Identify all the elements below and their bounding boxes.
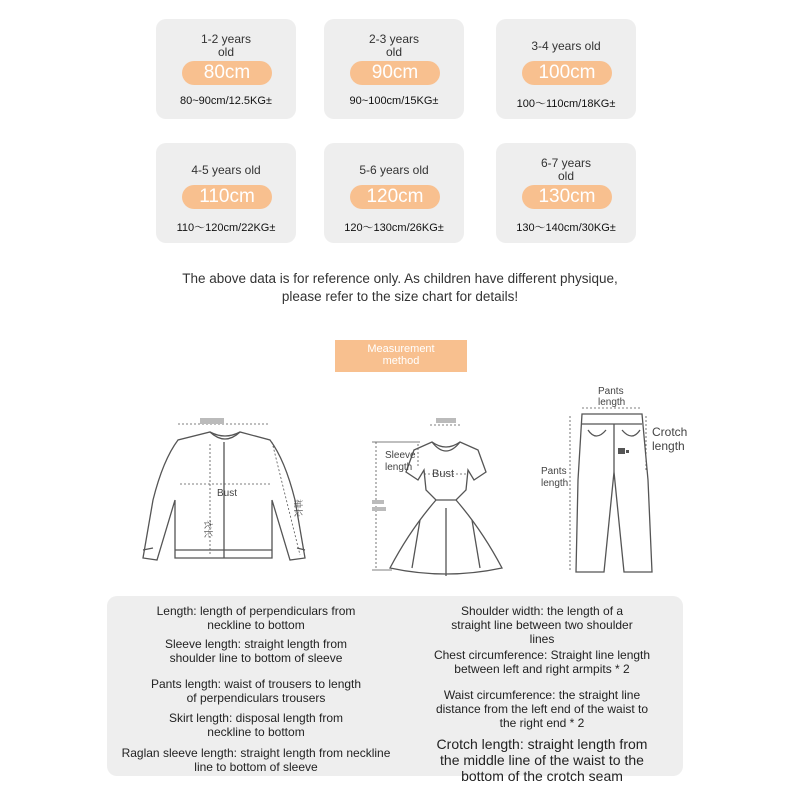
dress-length-label: [372, 507, 386, 511]
definition-skirt-length: Skirt length: disposal length from neckline to bottom: [168, 711, 344, 739]
size-card-5: [324, 143, 464, 243]
size-card-1: [156, 19, 296, 119]
size-card-6: [496, 143, 636, 243]
measurement-definitions: [107, 596, 683, 784]
size-range: 120～130cm/26KG±: [344, 222, 444, 234]
jacket-length-label: 衣长: [203, 520, 213, 539]
pants-top-label-2: length: [598, 397, 626, 408]
height-pill: 90cm: [350, 61, 440, 85]
reference-note: The above data is for reference only. As children have different physique, please refer to the size chart for details!: [182, 271, 618, 304]
jacket-shoulder-label: [200, 418, 224, 424]
dress-bust-label: Bust: [432, 468, 455, 480]
definition-length: Length: length of perpendiculars from neckline to bottom: [156, 604, 356, 632]
size-range: 90~100cm/15KG±: [349, 95, 439, 107]
age-label: 3-4 years old: [531, 39, 601, 53]
age-label: 1-2 years old: [200, 32, 252, 59]
definition-crotch-length: Crotch length: straight length from the middle line of the waist to the bottom of the crotch seam: [436, 736, 648, 784]
size-range: 80~90cm/12.5KG±: [180, 95, 272, 107]
height-pill: 80cm: [182, 61, 272, 85]
jacket-measure-lines: [178, 424, 300, 555]
pants-illustration: [576, 414, 652, 572]
pants-top-label-1: Pants: [598, 386, 624, 397]
pants-side-label-1: Pants: [541, 466, 567, 477]
definition-shoulder-width: Shoulder width: the length of a straight line between two shoulder lines: [451, 604, 633, 646]
pants-crotch-label-2: length: [652, 439, 685, 453]
size-range: 110～120cm/22KG±: [176, 222, 276, 234]
definition-waist-circumference: Waist circumference: the straight line distance from the left end of the waist to the right end * 2: [435, 688, 649, 730]
pants-tag-icon: [618, 448, 629, 454]
size-card-3: [496, 19, 636, 119]
jacket-sleeve-label: 袖长: [293, 499, 303, 518]
definition-sleeve-length: Sleeve length: straight length from shoulder line to bottom of sleeve: [164, 637, 348, 665]
measurement-method-tag: Measurement method: [335, 340, 467, 372]
definition-pants-length: Pants length: waist of trousers to length of perpendiculars trousers: [150, 677, 362, 705]
pants-crotch-label-1: Crotch: [652, 425, 688, 439]
size-card-2: [324, 19, 464, 119]
height-pill: 130cm: [522, 185, 612, 209]
age-label: 6-7 years old: [540, 156, 592, 183]
dress-shoulder-label: [436, 418, 456, 423]
dress-skirt-label: [372, 500, 384, 504]
jacket-bust-label: Bust: [217, 488, 238, 499]
definition-chest-circumference: Chest circumference: Straight line length between left and right armpits * 2: [433, 648, 651, 676]
size-range: 100～110cm/18KG±: [516, 98, 616, 110]
height-pill: 110cm: [182, 185, 272, 209]
dress-sleeve-length-label-2: length: [385, 462, 413, 473]
height-pill: 100cm: [522, 61, 612, 85]
size-card-4: [156, 143, 296, 243]
definition-raglan-sleeve-length: Raglan sleeve length: straight length from neckline line to bottom of sleeve: [121, 746, 391, 774]
age-label: 4-5 years old: [191, 163, 261, 177]
pants-side-label-2: length: [541, 478, 569, 489]
age-label: 5-6 years old: [359, 163, 429, 177]
dress-sleeve-length-label-1: Sleeve: [385, 450, 416, 461]
measurement-illustrations: [0, 380, 800, 590]
age-label: 2-3 years old: [368, 32, 420, 59]
size-range: 130～140cm/30KG±: [516, 222, 616, 234]
height-pill: 120cm: [350, 185, 440, 209]
